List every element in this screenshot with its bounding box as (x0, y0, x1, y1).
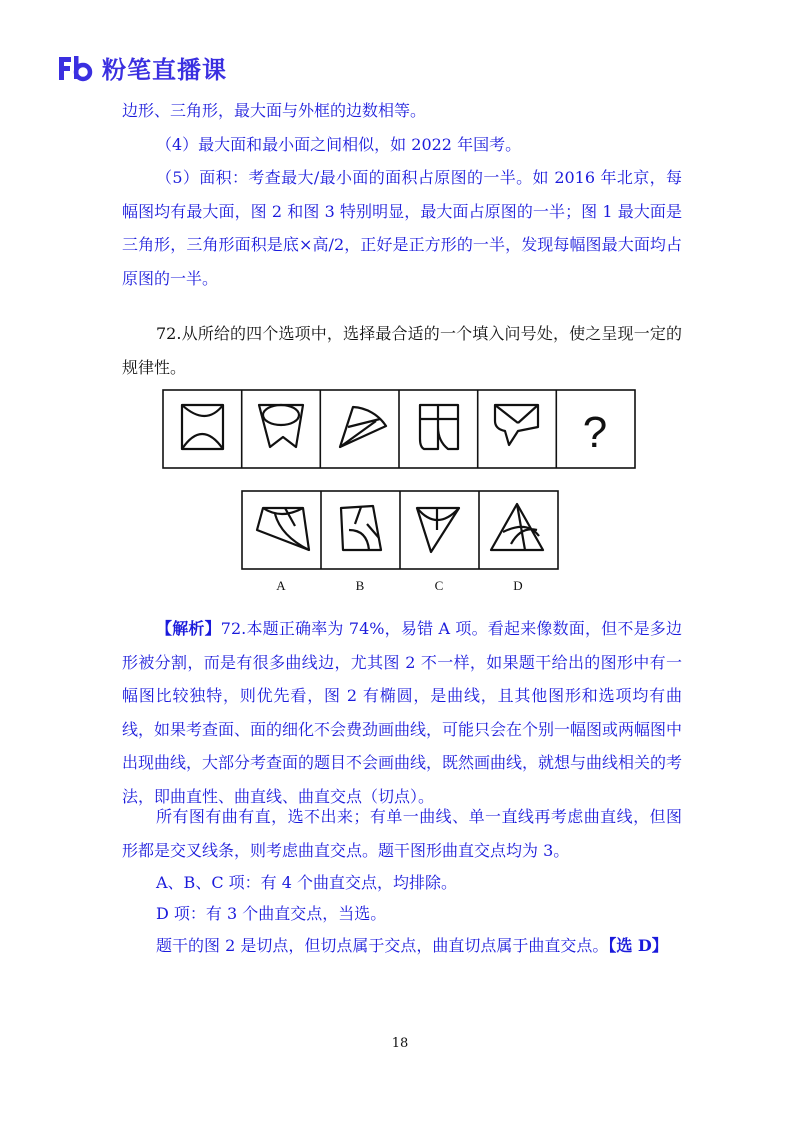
answer-tag: 【选 D】 (608, 936, 668, 955)
question-figure-4 (420, 405, 458, 449)
paragraph-point-5: （5）面积：考查最大/最小面的面积占原图的一半。如 2016 年北京，每幅图均有最大面，图 2 和图 3 特别明显，最大面占原图的一半；图 1 最大面是三角形，三角形面积是底×高/2，正好是正方形的一半，发现每幅图最大面均占原图的一半。 (122, 168, 682, 288)
question-text: 72.从所给的四个选项中，选择最合适的一个填入问号处，使之呈现一定的规律性。 (122, 324, 682, 377)
question-figure-5 (495, 405, 538, 445)
analysis-tag: 【解析】 (156, 619, 221, 638)
option-d-label: D (513, 578, 523, 593)
paragraph-point-4: （4）最大面和最小面之间相似，如 2022 年国考。 (156, 135, 522, 154)
analysis-paragraph-5 (122, 929, 682, 963)
option-b-label: B (355, 578, 365, 593)
option-a-figure (257, 508, 309, 550)
paragraph-continuation: 边形、三角形，最大面与外框的边数相等。 (122, 101, 427, 120)
question-figure-2 (259, 405, 303, 447)
analysis-paragraph-2: 所有图有曲有直，选不出来；有单一曲线、单一直线再考虑曲直线，但图形都是交叉线条，则考虑曲直交点。题干图形曲直交点均为 3。 (122, 807, 682, 860)
option-a-label: A (276, 578, 286, 593)
question-figure-3 (340, 407, 386, 447)
option-c-label: C (434, 578, 444, 593)
question-mark: ? (582, 408, 608, 457)
option-b-figure (341, 506, 381, 550)
page-number: 18 (391, 1036, 409, 1051)
analysis-paragraph-4: D 项：有 3 个曲直交点，当选。 (156, 904, 387, 923)
analysis-text-5: 题干的图 2 是切点，但切点属于交点，曲直切点属于曲直交点。 (156, 936, 609, 955)
analysis-paragraph-3: A、B、C 项：有 4 个曲直交点，均排除。 (156, 873, 457, 892)
option-c-figure (417, 508, 459, 552)
brand-name: 粉笔直播课 (102, 56, 227, 84)
question-figure-1 (182, 405, 223, 449)
analysis-paragraph-1 (122, 612, 682, 813)
analysis-text-1: 72.本题正确率为 74%，易错 A 项。看起来像数面，但不是多边形被分割，而是有很多曲线边，尤其图 2 不一样，如果题干给出的图形中有一幅图比较独特，则优先看，图 2 有椭圆，是曲线，且其他图形和选项均有曲线，如果考查面、面的细化不会费劲画曲线，可能只会在个别一幅图或两幅图中出现曲线，大部分考查面的题目不会画曲线，既然画曲线，就想与曲线相关的考法，即曲直性、曲直线、曲直交点（切点）。 (122, 619, 683, 806)
option-figure-row (241, 490, 559, 570)
fenbi-logo-icon (56, 53, 96, 83)
option-d-figure (491, 504, 543, 550)
question-figure-row (162, 389, 636, 469)
brand-logo (56, 50, 227, 85)
